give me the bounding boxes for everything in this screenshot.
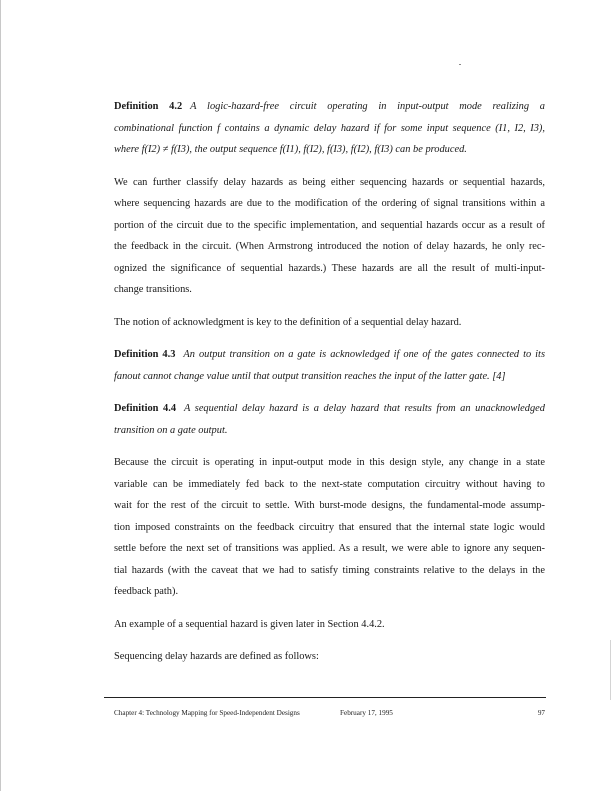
text-line: We can further classify delay hazards as being either sequencing hazards or sequential hazards, bbox=[114, 176, 545, 188]
text-line: portion of the circuit due to the specific implementation, and sequential hazards occur as a result of bbox=[114, 219, 545, 231]
definition-4-4-line-2: transition on a gate output. bbox=[114, 424, 228, 436]
text-line: tial hazards (with the caveat that we had to satisfy timing constraints relative to the delays in the bbox=[114, 564, 545, 576]
scan-speck bbox=[459, 64, 461, 65]
text-line: The notion of acknowledgment is key to the definition of a sequential delay hazard. bbox=[114, 316, 462, 328]
text-line: ognized the significance of sequential hazards.) These hazards are all the result of multi-input- bbox=[114, 262, 545, 274]
text-line: variable can be immediately fed back to the next-state computation circuitry without having to bbox=[114, 478, 545, 490]
text-line: the feedback in the circuit. (When Armstrong introduced the notion of delay hazards, he only rec- bbox=[114, 241, 545, 252]
definition-4-3 bbox=[114, 344, 545, 387]
definition-label: Definition 4.3 bbox=[114, 349, 176, 360]
definition-label: Definition 4.4 bbox=[114, 403, 177, 414]
scan-edge-right bbox=[610, 640, 611, 700]
body-text bbox=[114, 96, 545, 679]
footer-divider bbox=[104, 697, 546, 698]
definition-4-2-line-2: combinational function f contains a dynamic delay hazard if for some input sequence (I1, I2, I3), bbox=[114, 122, 545, 134]
definition-4-3-line-2: fanout cannot change value until that output transition reaches the input of the latter gate. [4] bbox=[114, 370, 506, 382]
paragraph-input-output-mode bbox=[114, 452, 545, 603]
text-line: change transitions. bbox=[114, 284, 192, 295]
page-number: 97 bbox=[537, 709, 545, 717]
definition-4-4-line-1: Definition 4.4 A sequential delay hazard is a delay hazard that results from an unacknowledged bbox=[114, 403, 545, 414]
text-line: feedback path). bbox=[114, 586, 179, 597]
text-line: where sequencing hazards are due to the modification of the ordering of signal transitions within a bbox=[114, 198, 545, 209]
text-line: Because the circuit is operating in input-output mode in this design style, any change in a state bbox=[114, 457, 545, 468]
text-line: tion imposed constraints on the feedback circuitry that ensured that the internal state logic would bbox=[114, 521, 545, 533]
definition-4-2 bbox=[114, 96, 545, 161]
footer-chapter: Chapter 4: Technology Mapping for Speed-Independent Designs bbox=[114, 709, 300, 717]
paragraph-classify bbox=[114, 172, 545, 301]
text-line: Sequencing delay hazards are defined as follows: bbox=[114, 651, 319, 662]
scan-edge-left bbox=[0, 0, 1, 791]
definition-label: Definition 4.2 bbox=[114, 101, 183, 112]
text-line: An example of a sequential hazard is given later in Section 4.4.2. bbox=[114, 618, 385, 630]
paragraph-sequencing bbox=[114, 646, 545, 668]
definition-4-3-line-1: Definition 4.3 An output transition on a gate is acknowledged if one of the gates connected to its bbox=[114, 349, 545, 360]
paragraph-example bbox=[114, 614, 545, 636]
paragraph-acknowledgment bbox=[114, 312, 545, 334]
text-line: wait for the rest of the circuit to settle. With burst-mode designs, the fundamental-mode assump- bbox=[114, 500, 545, 511]
text-line: settle before the next set of transitions was applied. As a result, we were able to ignore any sequen- bbox=[114, 543, 545, 554]
definition-4-2-line-1: Definition 4.2 A logic-hazard-free circuit operating in input-output mode realizing a bbox=[114, 101, 545, 112]
definition-4-4 bbox=[114, 398, 545, 441]
definition-4-2-line-3: where f(I2) ≠ f(I3), the output sequence f(I1), f(I2), f(I3), f(I2), f(I3) can be produced. bbox=[114, 144, 467, 155]
footer-date: February 17, 1995 bbox=[340, 709, 393, 717]
